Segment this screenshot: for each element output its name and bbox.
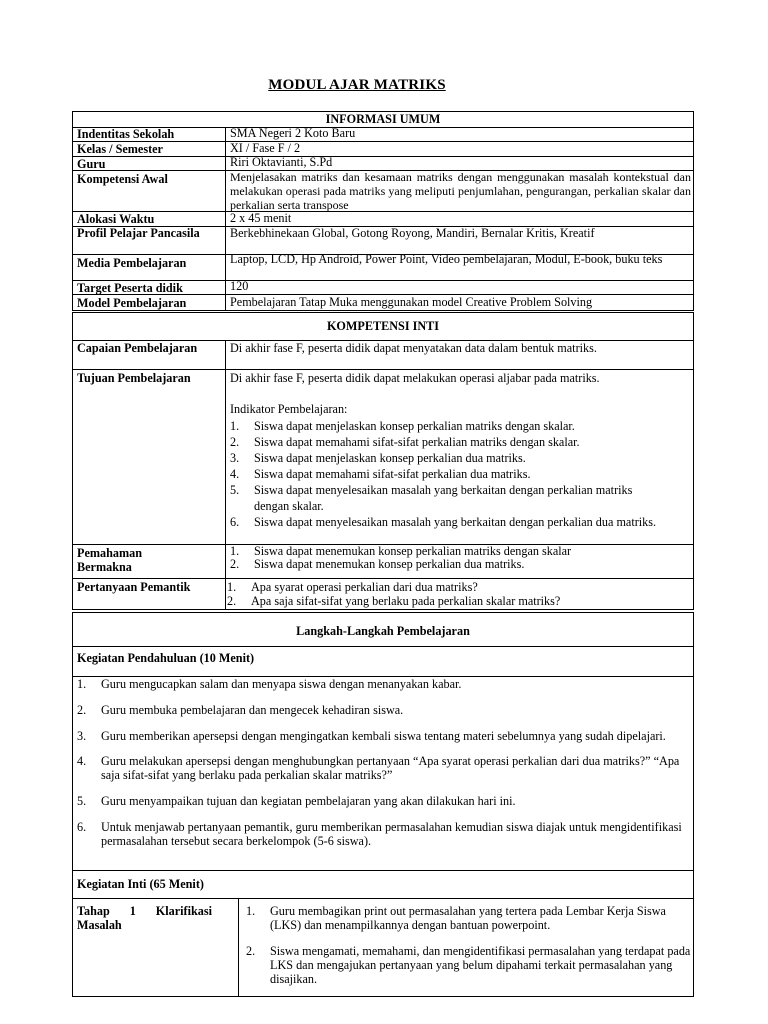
label-target-peserta: Target Peserta didik (77, 281, 183, 295)
indikator-heading: Indikator Pembelajaran: (230, 402, 348, 416)
label-media-pembelajaran: Media Pembelajaran (77, 256, 187, 270)
label-model-pembelajaran: Model Pembelajaran (77, 296, 187, 310)
label-profil-pelajar: Profil Pelajar Pancasila (77, 226, 200, 240)
tujuan-intro: Di akhir fase F, peserta didik dapat melakukan operasi aljabar pada matriks. (230, 371, 600, 385)
label-identitas-sekolah: Indentitas Sekolah (77, 127, 175, 141)
label-pemahaman-bermakna: Pemahaman Bermakna (77, 546, 142, 574)
value-kompetensi-awal: Menjelasakan matriks dan kesamaan matriks dengan menggunakan masalah kontekstual dan melakukan operasi pada matriks yang meliputi penjumlahan, pengurangan, perkalian skalar dan perkalian serta transpose (230, 170, 691, 212)
pemahaman-list (230, 545, 690, 571)
list-item: 2. Apa saja sifat-sifat yang berlaku pada perkalian skalar matriks? (227, 594, 561, 608)
list-item: 1. Siswa dapat menjelaskan konsep perkalian matriks dengan skalar. (230, 419, 575, 433)
pertanyaan-list (227, 580, 687, 608)
label-capaian-pembelajaran: Capaian Pembelajaran (77, 341, 198, 355)
list-item: 4. Guru melakukan apersepsi dengan menghubungkan pertanyaan “Apa syarat operasi perkalian dari dua matriks?” “Apa saja sifat-sifat yang berlaku pada perkalian skalar matriks?” (77, 754, 680, 782)
value-capaian-pembelajaran: Di akhir fase F, peserta didik dapat menyatakan data dalam bentuk matriks. (230, 341, 597, 355)
value-media-pembelajaran: Laptop, LCD, Hp Android, Power Point, Video pembelajaran, Modul, E-book, buku teks (230, 252, 663, 266)
list-item: 5. Siswa dapat menyelesaikan masalah yang berkaitan dengan perkalian matriks dengan skalar. (230, 483, 633, 513)
list-item: 3. Siswa dapat menjelaskan konsep perkalian dua matriks. (230, 451, 526, 465)
label-pertanyaan-pemantik: Pertanyaan Pemantik (77, 580, 191, 594)
list-item: 1. Siswa dapat menemukan konsep perkalian matriks dengan skalar (230, 544, 572, 558)
value-guru: Riri Oktavianti, S.Pd (230, 155, 333, 169)
value-target-peserta: 120 (230, 279, 249, 293)
value-kelas-semester: XI / Fase F / 2 (230, 141, 301, 155)
tahap1-list (246, 904, 692, 986)
langkah-heading: Langkah-Langkah Pembelajaran (296, 624, 470, 638)
list-item: 5. Guru menyampaikan tujuan dan kegiatan pembelajaran yang akan dilakukan hari ini. (77, 794, 516, 808)
list-item: 6. Untuk menjawab pertanyaan pemantik, guru memberikan permasalahan kemudian siswa diajak untuk mengidentifikasi permasalahan tersebut secara berkelompok (5-6 siswa). (77, 820, 682, 848)
list-item: 2. Siswa dapat memahami sifat-sifat perkalian matriks dengan skalar. (230, 435, 580, 449)
list-item: 2. Guru membuka pembelajaran dan mengecek kehadiran siswa. (77, 703, 404, 717)
value-profil-pelajar: Berkebhinekaan Global, Gotong Royong, Mandiri, Bernalar Kritis, Kreatif (230, 226, 595, 240)
document-title: MODUL AJAR MATRIKS (268, 77, 446, 93)
kompetensi-inti-heading: KOMPETENSI INTI (326, 319, 440, 333)
label-tahap-1: Tahap 1 Klarifikasi Masalah (77, 904, 212, 932)
value-identitas-sekolah: SMA Negeri 2 Koto Baru (230, 126, 356, 140)
list-item: 2. Siswa dapat menemukan konsep perkalian dua matriks. (230, 557, 525, 571)
label-tujuan-pembelajaran: Tujuan Pembelajaran (77, 371, 191, 385)
value-model-pembelajaran: Pembelajaran Tatap Muka menggunakan model Creative Problem Solving (230, 295, 593, 309)
inti-heading: Kegiatan Inti (65 Menit) (77, 877, 204, 891)
label-kelas-semester: Kelas / Semester (77, 142, 163, 156)
value-alokasi-waktu: 2 x 45 menit (230, 211, 292, 225)
pendahuluan-heading: Kegiatan Pendahuluan (10 Menit) (77, 651, 255, 665)
list-item: 3. Guru memberikan apersepsi dengan mengingatkan kembali siswa tentang materi sebelumnya yang sudah dipelajari. (77, 729, 666, 743)
list-item: 1. Apa syarat operasi perkalian dari dua matriks? (227, 580, 478, 594)
label-kompetensi-awal: Kompetensi Awal (77, 172, 168, 186)
informasi-umum-heading: INFORMASI UMUM (325, 112, 441, 126)
label-alokasi-waktu: Alokasi Waktu (77, 212, 155, 226)
list-item: 1. Guru mengucapkan salam dan menyapa siswa dengan menanyakan kabar. (77, 677, 462, 691)
pendahuluan-list (77, 677, 693, 848)
list-item: 1. Guru membagikan print out permasalahan yang tertera pada Lembar Kerja Siswa (LKS) dan menampilkannya dengan bantuan powerpoint. (246, 904, 666, 932)
list-item: 4. Siswa dapat memahami sifat-sifat perkalian dua matriks. (230, 467, 531, 481)
list-item: 6. Siswa dapat menyelesaikan masalah yang berkaitan dengan perkalian dua matriks. (230, 515, 657, 529)
indikator-list (230, 418, 660, 530)
label-guru: Guru (77, 157, 106, 171)
list-item: 2. Siswa mengamati, memahami, dan mengidentifikasi permasalahan yang terdapat pada LKS dan mengajukan pertanyaan yang belum dipahami terkait permasalahan yang disajikan. (246, 944, 691, 986)
